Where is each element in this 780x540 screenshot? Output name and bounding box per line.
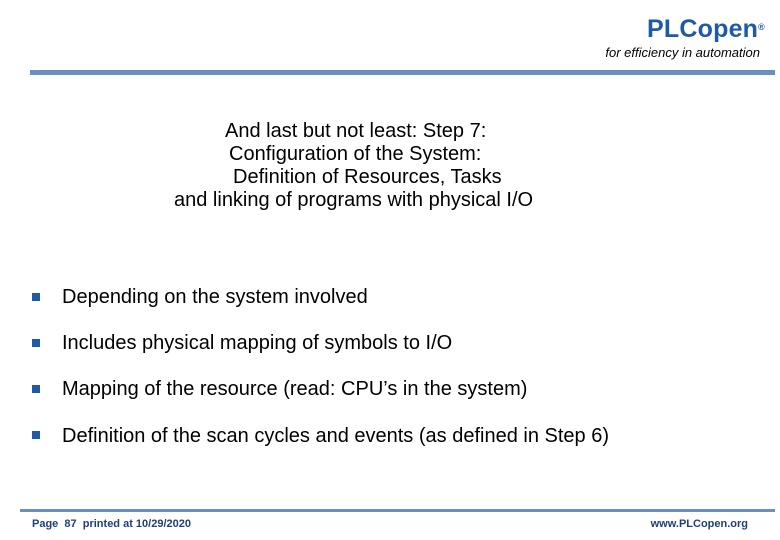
brand-name (605, 15, 765, 43)
slide-title (130, 120, 690, 212)
title-line-4: and linking of programs with physical I/O (174, 189, 534, 211)
page-info: Page 87 printed at 10/29/2020 (32, 518, 191, 530)
registered-mark: ® (758, 22, 765, 32)
header-divider (30, 70, 775, 75)
bullet-text: Definition of the scan cycles and events (as defined in Step 6) (62, 425, 609, 447)
bullet-list (30, 282, 760, 452)
bullet-square-icon (32, 385, 40, 393)
footer-divider (20, 509, 775, 512)
website-link[interactable]: www.PLCopen.org (650, 518, 748, 530)
brand-tagline: for efficiency in automation (605, 45, 760, 60)
bullet-item (30, 374, 760, 404)
bullet-text: Depending on the system involved (62, 286, 368, 308)
bullet-square-icon (32, 293, 40, 301)
bullet-text: Includes physical mapping of symbols to I/O (62, 332, 453, 354)
title-line-1: And last but not least: Step 7: (225, 120, 487, 142)
brand-logo (605, 15, 765, 61)
bullet-item (30, 282, 760, 312)
bullet-text: Mapping of the resource (read: CPU’s in the system) (62, 378, 528, 400)
bullet-item (30, 328, 760, 358)
brand-name-text: PLCopen (647, 15, 759, 43)
title-line-2: Configuration of the System: (229, 143, 482, 165)
bullet-item (30, 420, 752, 452)
bullet-square-icon (32, 339, 40, 347)
title-line-3: Definition of Resources, Tasks (233, 166, 502, 188)
bullet-square-icon (32, 431, 40, 439)
